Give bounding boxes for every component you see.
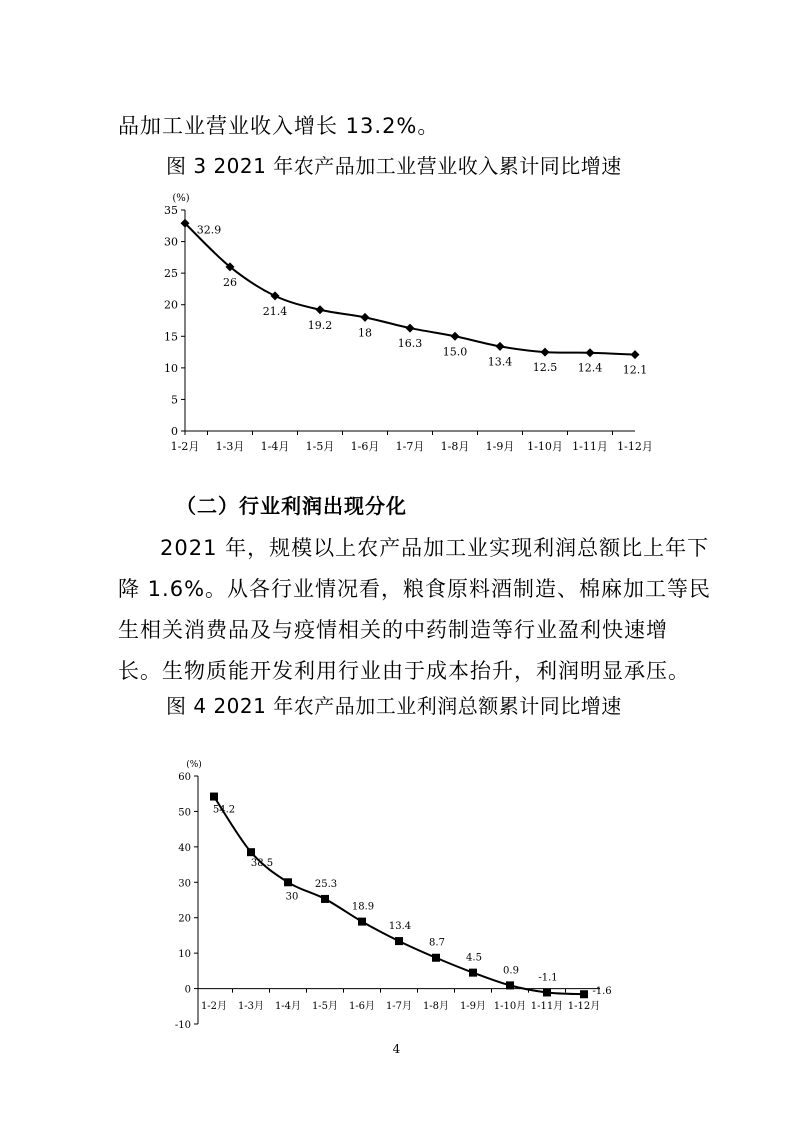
data-label: 12.5 [532,361,558,375]
series-line [185,223,635,354]
data-point [451,332,460,341]
data-point [586,348,595,357]
series-line [214,797,584,995]
y-tick-label: 30 [164,235,178,249]
y-tick-label: 0 [171,425,178,438]
x-tick-label: 1-10月 [493,1001,527,1012]
data-label: 18 [358,326,372,340]
x-tick-label: 1-4月 [260,440,290,453]
data-label: 21.4 [262,304,288,318]
data-point [361,313,370,322]
y-tick-label: 15 [164,330,178,344]
x-tick-label: 1-5月 [305,440,335,453]
data-label: 12.1 [622,363,648,377]
data-point [321,895,329,903]
paragraph-line-4: 长。生物质能开发利用行业由于成本抬升，利润明显承压。 [118,659,690,683]
page-number: 4 [392,1042,401,1056]
y-tick-label: 10 [164,361,178,375]
x-tick-label: 1-12月 [567,1001,601,1012]
x-tick-label: 1-9月 [459,1001,487,1012]
data-label: 16.3 [397,337,423,351]
data-point [406,324,415,333]
chart-4-profit-growth [0,750,793,1040]
x-tick-label: 1-9月 [485,440,515,453]
paragraph-line-2: 降 1.6%。从各行业情况看，粮食原料酒制造、棉麻加工等民 [118,577,712,601]
data-point [316,305,325,314]
x-tick-label: 1-3月 [215,440,245,453]
data-label: 8.7 [429,937,445,949]
data-label: 54.2 [212,804,236,816]
chart-4-title: 图 4 2021 年农产品加工业利润总额累计同比增速 [166,694,622,718]
data-label: 25.3 [314,878,338,890]
data-label: -1.1 [538,972,558,984]
chart-3-revenue-growth [0,180,793,465]
data-point [469,969,477,977]
section-heading: （二）行业利润出现分化 [176,494,407,518]
y-tick-label: 60 [178,772,191,783]
x-tick-label: 1-2月 [200,1001,228,1012]
data-point [543,988,551,996]
data-point [358,918,366,926]
x-tick-label: 1-12月 [617,440,653,453]
data-point [496,342,505,351]
paragraph-line-1: 2021 年，规模以上农产品加工业实现利润总额比上年下 [160,536,710,560]
y-tick-label: 5 [171,393,178,407]
x-tick-label: 1-7月 [395,440,425,453]
x-tick-label: 1-8月 [422,1001,450,1012]
x-tick-label: 1-3月 [237,1001,265,1012]
x-tick-label: 1-5月 [311,1001,339,1012]
data-label: -1.6 [592,986,612,998]
data-label: 13.4 [487,355,513,369]
data-point [432,954,440,962]
data-label: 26 [223,275,237,289]
data-label: 13.4 [388,921,412,933]
data-label: 38.5 [250,858,274,870]
body-text-line: 品加工业营业收入增长 13.2%。 [118,114,440,138]
data-label: 0.9 [503,965,519,977]
x-tick-label: 1-2月 [170,440,200,453]
data-label: 18.9 [351,901,375,913]
y-unit-label: (%) [186,760,202,770]
x-tick-label: 1-11月 [572,440,608,453]
data-point [541,348,550,357]
chart-3-title: 图 3 2021 年农产品加工业营业收入累计同比增速 [166,154,622,178]
y-tick-label: 50 [178,807,191,819]
data-point [271,291,280,300]
x-tick-label: 1-11月 [530,1001,564,1012]
x-tick-label: 1-8月 [440,440,470,453]
data-label: 15.0 [442,345,468,359]
y-unit-label: (%) [172,193,190,204]
data-label: 19.2 [307,318,333,332]
paragraph-line-3: 生相关消费品及与疫情相关的中药制造等行业盈利快速增 [118,618,668,642]
y-tick-label: 10 [178,949,191,961]
data-point [395,937,403,945]
y-tick-label: 20 [164,298,178,312]
data-point [284,878,292,886]
data-label: 32.9 [196,223,222,237]
data-label: 30 [285,891,299,903]
y-tick-label: 20 [178,913,191,925]
data-label: 12.4 [577,361,603,375]
x-tick-label: 1-4月 [274,1001,302,1012]
y-tick-label: 25 [164,267,178,281]
y-tick-label: 0 [184,984,191,996]
y-tick-label: 35 [164,204,178,217]
data-label: 4.5 [466,952,482,964]
x-tick-label: 1-6月 [350,440,380,453]
x-tick-label: 1-6月 [348,1001,376,1012]
data-point [580,990,588,998]
x-tick-label: 1-10月 [527,440,563,453]
y-tick-label: -10 [174,1020,191,1031]
y-tick-label: 30 [178,878,191,890]
y-tick-label: 40 [178,842,191,854]
data-point [506,981,514,989]
data-point [210,793,218,801]
x-tick-label: 1-7月 [385,1001,413,1012]
data-point [247,848,255,856]
data-point [631,350,640,359]
